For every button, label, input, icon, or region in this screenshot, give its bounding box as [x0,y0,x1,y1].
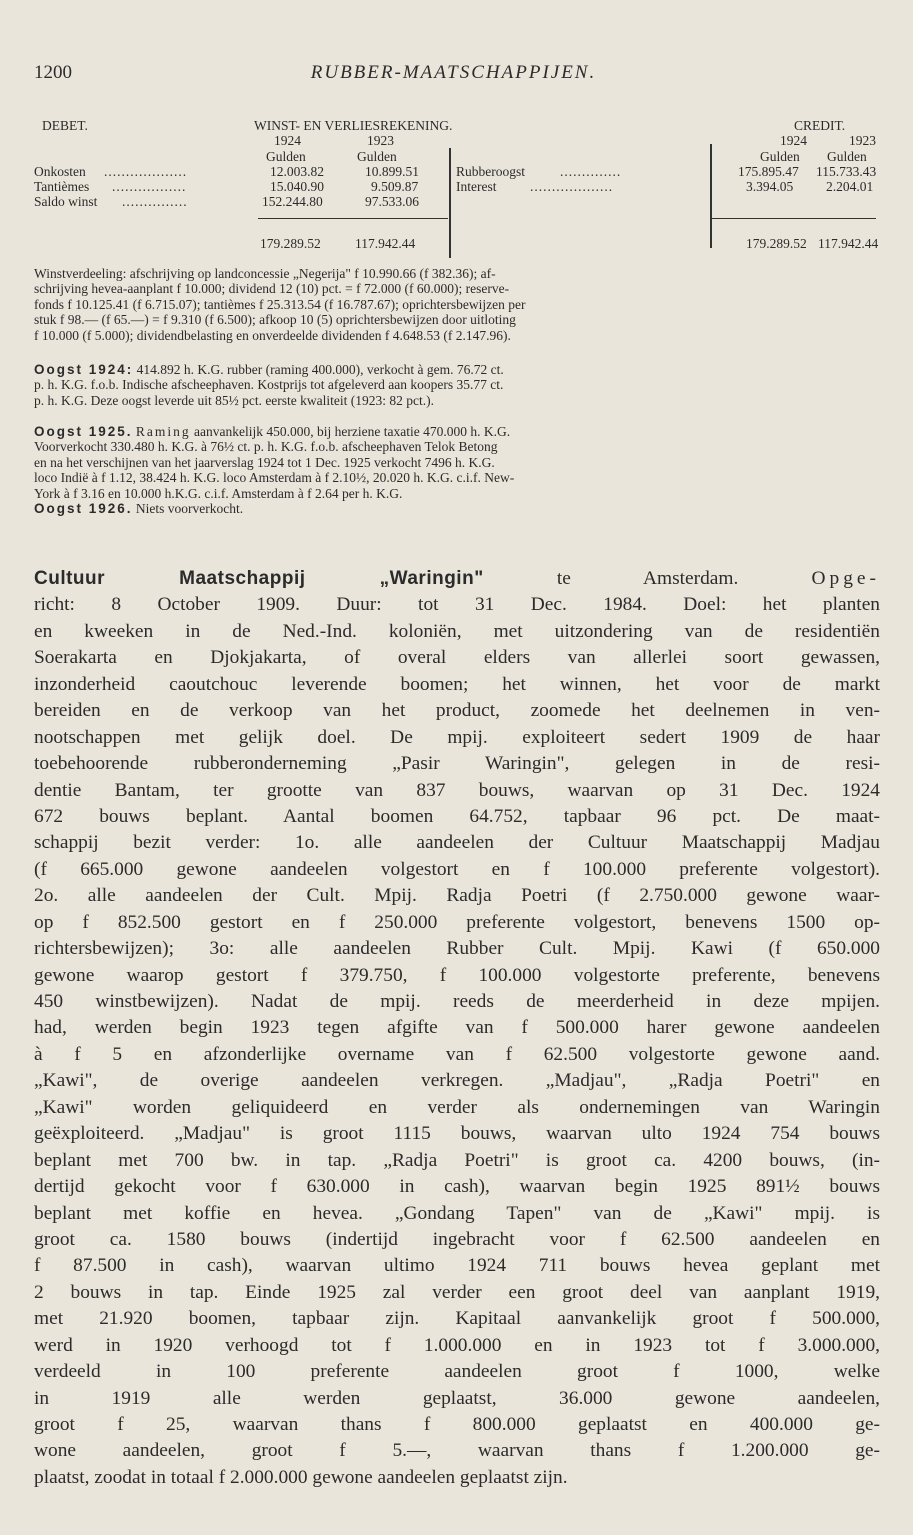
text-line: in 1919 alle werden geplaatst, 36.000 gewone aandeelen, [34,1387,880,1409]
debet-label: DEBET. [42,118,88,133]
oogst-1924-label: Oogst 1924: [34,362,134,377]
text-line: Voorverkocht 330.480 h. K.G. à 76½ ct. p. h. K.G. f.o.b. afscheephaven Telok Betong [34,439,498,455]
text-line: wone aandeelen, groot f 5.—, waarvan thans f 1.200.000 ge- [34,1440,880,1462]
debet-row-label: Tantièmes [34,179,90,194]
body-lines [34,592,880,1491]
company-name: Cultuur Maatschappij „Waringin" [34,568,484,589]
text-line: „Kawi" worden geliquideerd en verder als ondernemingen van Waringin [34,1096,880,1118]
debet-total-1923: 117.942.44 [355,236,416,251]
total-rule-left [258,218,448,219]
credit-row-label: Interest [456,179,497,194]
debet-unit-1923: Gulden [357,149,397,164]
text-line: (f 665.000 gewone aandeelen volgestort en f 100.000 preferente volgestort). [34,858,880,880]
text-line: 672 bouws beplant. Aantal boomen 64.752, tapbaar 96 pct. De maat- [34,805,880,827]
debet-unit-1924: Gulden [266,149,306,164]
company-description [34,566,880,1491]
leader-dots: .............. [560,164,622,179]
text-line: bereiden en de verkoop van het product, zoomede het deelnemen in ven- [34,700,880,722]
oogst-1926-label: Oogst 1926. [34,501,133,517]
text-line: op f 852.500 gestort en f 250.000 preferente volgestort, benevens 1500 op- [34,911,880,933]
page-number: 1200 [34,62,72,83]
text-line: p. h. K.G. Deze oogst leverde uit 85½ pct. eerste kwaliteit (1923: 82 pct.). [34,392,435,408]
oogst-1924-text: 414.892 h. K.G. rubber (raming 400.000), verkocht à gem. 76.72 ct. [136,362,504,377]
text-line: richt: 8 October 1909. Duur: tot 31 Dec. 1984. Doel: het planten [34,594,880,616]
winstverdeeling-block [34,266,878,343]
text-line: fonds f 10.125.41 (f 6.715.07); tantièmes f 25.313.54 (f 16.787.67); oprichtersbewijzen per [34,296,526,312]
text-line: gewone waarop gestort f 379.750, f 100.000 volgestorte preferente, benevens [34,964,880,986]
debet-row-1924: 15.040.90 [270,179,324,194]
column-divider-right [710,144,712,248]
text-line: beplant met 700 bw. in tap. „Radja Poetri" is groot ca. 4200 bouws, (in- [34,1149,880,1171]
text-line: verdeeld in 100 preferente aandeelen groot f 1000, welke [34,1361,880,1383]
text-line: nootschappen met gelijk doel. De mpij. exploiteert sedert 1909 de haar [34,726,880,748]
text-line: Soerakarta en Djokjakarta, of overal elders van allerlei soort gewassen, [34,647,880,669]
credit-unit-1923: Gulden [827,149,867,164]
credit-label: CREDIT. [794,118,846,133]
credit-unit-1924: Gulden [760,149,800,164]
raming-label: Raming [135,424,191,439]
company-location: te Amsterdam. [556,568,739,589]
oogst-1925-label: Oogst 1925. [34,424,133,439]
text-line: geëxploiteerd. „Madjau" is groot 1115 bouws, waarvan ulto 1924 754 bouws [34,1123,880,1145]
debet-total-1924: 179.289.52 [260,236,321,251]
debet-row-label: Saldo winst [34,194,98,209]
account-title: WINST- EN VERLIESREKENING. [254,118,453,133]
text-line: groot ca. 1580 bouws (indertijd ingebracht voor f 62.500 aandeelen en [34,1228,880,1250]
text-line: richtersbewijzen); 3o: alle aandeelen Rubber Cult. Mpij. Kawi (f 650.000 [34,938,880,960]
debet-row-1923: 10.899.51 [365,164,419,179]
text-line: inzonderheid caoutchouc leverende boomen; het winnen, het voor de markt [34,673,880,695]
running-title: RUBBER-MAATSCHAPPIJEN. [310,62,597,83]
text-line: en kweeken in de Ned.-Ind. koloniën, met uitzondering van de residentiën [34,620,880,642]
credit-row-label: Rubberoogst [456,164,525,179]
debet-row-1923: 9.509.87 [371,179,419,194]
text-line: dertijd gekocht voor f 630.000 in cash), waarvan begin 1925 891½ bouws [34,1176,880,1198]
text-line: schrijving hevea-aanplant f 10.000; dividend 12 (10) pct. = f 72.000 (f 60.000); reserve- [34,281,510,297]
text-line: loco Indië à f 1.12, 38.424 h. K.G. loco Amsterdam à f 2.10½, 20.020 h. K.G. c.i.f. New- [34,470,515,486]
text-line [34,424,878,439]
text-line: à f 5 en afzonderlijke overname van f 62.500 volgestorte gewone aand. [34,1043,880,1065]
text-line: beplant met koffie en hevea. „Gondang Tapen" van de „Kawi" mpij. is [34,1202,880,1224]
text-line: met 21.920 boomen, tapbaar zijn. Kapitaal aanvankelijk groot f 500.000, [34,1308,880,1330]
column-divider-center [449,148,451,258]
oogst-1926-text: Niets voorverkocht. [135,501,244,517]
page-header [34,62,873,86]
profit-loss-account [34,118,878,258]
text-line: werd in 1920 verhoogd tot f 1.000.000 en in 1923 tot f 3.000.000, [34,1334,880,1356]
credit-row-1923: 2.204.01 [826,179,874,194]
text-line: schappij bezit verder: 1o. alle aandeelen der Cultuur Maatschappij Madjau [34,832,880,854]
oogst-1925-text: aanvankelijk 450.000, bij herziene taxatie 470.000 h. K.G. [194,424,511,439]
credit-row-1924: 175.895.47 [738,164,799,179]
debet-row-1924: 152.244.80 [262,194,323,209]
text-line: p. h. K.G. f.o.b. Indische afscheephaven. Kostprijs tot afgeleverd aan koopers 35.77 ct. [34,377,504,393]
text-line: 2o. alle aandeelen der Cult. Mpij. Radja Poetri (f 2.750.000 gewone waar- [34,885,880,907]
debet-year-1923: 1923 [367,133,394,148]
text-line: dentie Bantam, ter grootte van 837 bouws, waarvan op 31 Dec. 1924 [34,779,880,801]
text-line [34,566,880,592]
text-line: en na het verschijnen van het jaarverslag 1924 tot 1 Dec. 1925 verkocht 7496 h. K.G. [34,454,495,470]
text-line: stuk f 98.— (f 65.—) = f 9.310 (f 6.500); afkoop 10 (5) oprichtersbewijzen door uitloting [34,312,516,328]
text-line: „Kawi", de overige aandeelen verkregen. „Madjau", „Radja Poetri" en [34,1070,880,1092]
text-line [34,362,878,377]
opgericht-label: Opge- [811,568,880,589]
credit-year-1924: 1924 [780,133,807,148]
text-line: toebehoorende rubberonderneming „Pasir Waringin", gelegen in de resi- [34,753,880,775]
leader-dots: ................... [104,164,188,179]
text-line: plaatst, zoodat in totaal f 2.000.000 gewone aandeelen geplaatst zijn. [34,1466,568,1488]
text-line: 2 bouws in tap. Einde 1925 zal verder een groot deel van aanplant 1919, [34,1281,880,1303]
credit-year-1923: 1923 [849,133,876,148]
text-line: Winstverdeeling: afschrijving op landconcessie „Negerija" f 10.990.66 (f 382.36); af- [34,266,496,281]
text-line: had, werden begin 1923 tegen afgifte van f 500.000 harer gewone aandeelen [34,1017,880,1039]
text-line: 450 winstbewijzen). Nadat de mpij. reeds de meerderheid in deze mpijen. [34,991,880,1012]
credit-total-1923: 117.942.44 [818,236,879,251]
text-line: f 10.000 (f 5.000); dividendbelasting en onverdeelde dividenden f 4.648.53 (f 2.147.96). [34,327,511,343]
debet-year-1924: 1924 [274,133,301,148]
text-line: York à f 3.16 en 10.000 h.K.G. c.i.f. Amsterdam à f 2.64 per h. K.G. [34,485,403,501]
text-line [34,501,878,516]
debet-row-label: Onkosten [34,164,86,179]
credit-total-1924: 179.289.52 [746,236,807,251]
text-line: f 87.500 in cash), waarvan ultimo 1924 711 bouws hevea geplant met [34,1255,880,1277]
leader-dots: ................. [112,179,187,194]
oogst-1925-block [34,424,878,516]
total-rule-right [710,218,876,219]
leader-dots: ............... [122,194,188,209]
debet-row-1924: 12.003.82 [270,164,324,179]
credit-row-1923: 115.733.43 [816,164,877,179]
oogst-1924-block [34,362,878,408]
leader-dots: ................... [530,179,614,194]
credit-row-1924: 3.394.05 [746,179,794,194]
text-line: groot f 25, waarvan thans f 800.000 geplaatst en 400.000 ge- [34,1414,880,1435]
debet-row-1923: 97.533.06 [365,194,419,209]
